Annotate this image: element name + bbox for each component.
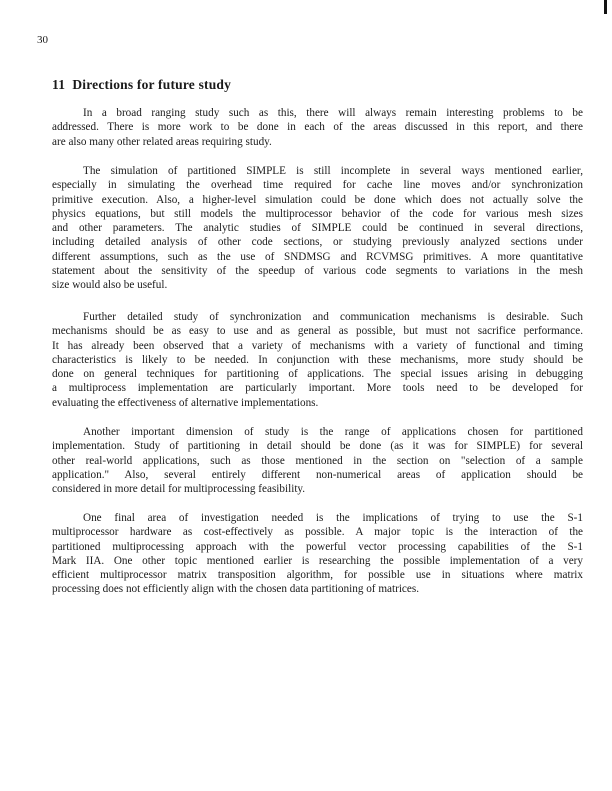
text-line: In a broad ranging study such as this, there will always remain interesting problems to be	[83, 107, 583, 119]
scan-edge-mark	[604, 0, 607, 14]
paragraph	[52, 106, 583, 149]
text-line: partitioned multiprocessing approach with the powerful vector processing capabilities of the S-1	[52, 540, 583, 553]
paragraph	[52, 164, 583, 293]
section-number: 11	[52, 77, 66, 92]
text-line: Another important dimension of study is the range of applications chosen for partitioned	[83, 426, 583, 438]
text-line: including detailed analysis of other code sections, or studying previously analyzed sections under	[52, 236, 583, 249]
text-line: primitive execution. Also, a higher-level simulation could be done which does not actually solve the	[52, 193, 583, 206]
text-line: statement about the sensitivity of the speedup of various code segments to variations in the mesh	[52, 265, 583, 278]
text-line: efficient multiprocessor matrix transposition algorithm, for possible use in situations where matrix	[52, 569, 583, 582]
text-line: considered in more detail for multiprocessing feasibility.	[52, 483, 306, 496]
text-line: application." Also, several entirely different non-numerical areas of application should be	[52, 468, 583, 481]
page-number: 30	[37, 34, 48, 46]
text-line: a multiprocess implementation are particularly important. More tools need to be developed for	[52, 382, 583, 395]
text-line: physics equations, but still models the multiprocessor behavior of the code for various mesh sizes	[52, 207, 583, 220]
section-heading	[52, 77, 231, 93]
text-line: processing does not efficiently align with the chosen data partitioning of matrices.	[52, 583, 420, 596]
text-line: other real-world applications, such as those mentioned in the section on "selection of a sample	[52, 454, 583, 467]
section-title: Directions for future study	[72, 77, 232, 92]
text-line: evaluating the effectiveness of alternative implementations.	[52, 396, 319, 409]
text-line: Further detailed study of synchronization and communication mechanisms is desirable. Such	[83, 311, 583, 323]
text-line: different assumptions, such as the use of SNDMSG and RCVMSG primitives. A more quantitative	[52, 250, 583, 263]
paragraph	[52, 310, 583, 410]
text-line: addressed. There is more work to be done in each of the areas discussed in this report, and there	[52, 121, 583, 134]
text-line: It has already been observed that a variety of mechanisms with a variety of functional and timing	[52, 339, 583, 352]
text-line: mechanisms should be as easy to use and as general as possible, but must not sacrifice performance.	[52, 325, 583, 338]
text-line: Mark IIA. One other topic mentioned earlier is researching the possible implementation of a very	[52, 554, 583, 567]
paragraph	[52, 511, 583, 597]
text-line: multiprocessor hardware as cost-effectively as possible. A major topic is the interaction of the	[52, 526, 583, 539]
text-line: especially in simulating the overhead time required for cache line moves and/or synchronization	[52, 179, 583, 192]
text-line: implementation. Study of partitioning in detail should be done (as it was for SIMPLE) for several	[52, 440, 583, 453]
text-line: done on general techniques for partitioning of applications. The special issues arising in debugging	[52, 368, 583, 381]
text-line: characteristics is likely to be needed. In conjunction with these mechanisms, more study should be	[52, 353, 583, 366]
text-line: and other parameters. The analytic studies of SIMPLE could be continued in several directions,	[52, 222, 583, 235]
text-line: are also many other related areas requiring study.	[52, 135, 272, 148]
text-line: The simulation of partitioned SIMPLE is still incomplete in several ways mentioned earlier,	[83, 165, 583, 177]
text-line: size would also be useful.	[52, 279, 168, 292]
paragraph	[52, 425, 583, 496]
text-line: One final area of investigation needed is the implications of trying to use the S-1	[83, 512, 583, 524]
